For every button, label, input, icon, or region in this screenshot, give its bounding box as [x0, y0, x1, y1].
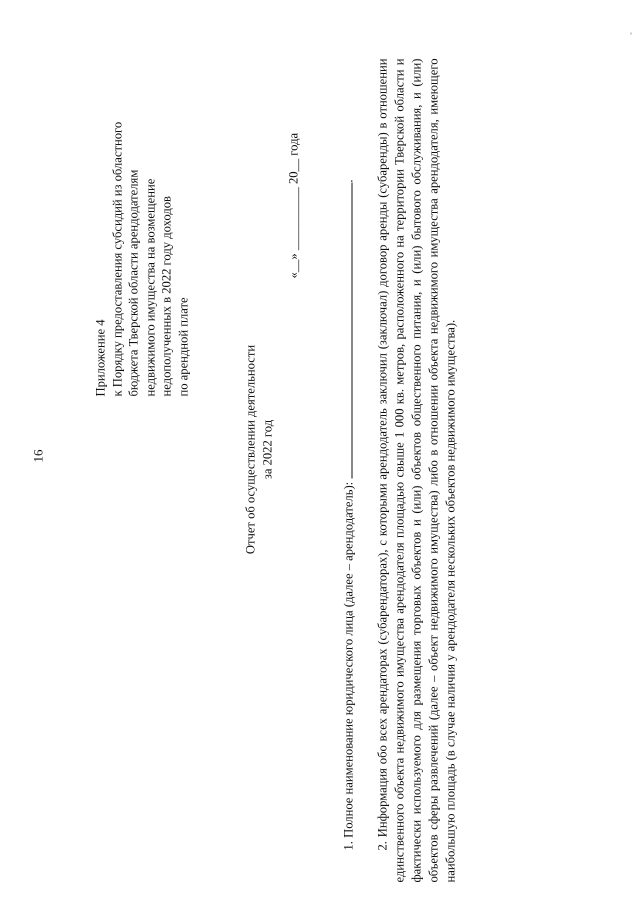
date-line: «__» __________ 20__ года — [286, 132, 301, 279]
report-title — [243, 295, 276, 605]
report-title-line: за 2022 год — [260, 419, 274, 480]
item-2-paragraph: 2. Информация обо всех арендаторах (субарендаторах), с которыми арендодатель заключил (заключал) договор аренды (субаренды) в отношении единственного объекта недвижимого имущества арендодателя площадью свыше 1 000 кв. метров, расположенного на территории Тверской области и фактически используемого для размещения торговых объектов и (или) объектов общественного питания, и (или) бытового обслуживания, и (или) объектов сферы развлечений (далее – объект недвижимого имущества) либо в отношении объекта недвижимого имущества арендодателя, имеющего наибольшую площадь (в случае наличия у арендодателя нескольких объектов недвижимого имущества). — [375, 58, 458, 883]
rotated-sheet — [1, 0, 640, 905]
appendix-line: недвижимого имущества на возмещение — [143, 178, 157, 397]
appendix-line: по арендной плате — [176, 297, 190, 397]
report-title-line: Отчет об осуществлении деятельности — [243, 344, 258, 555]
item-1 — [340, 180, 357, 851]
scan-mark — [631, 33, 632, 35]
item-1-end: . — [341, 179, 356, 183]
appendix-line: бюджета Тверской области арендодателям — [126, 169, 141, 397]
item-1-text: 1. Полное наименование юридического лица (далее – арендодатель): — [341, 481, 356, 851]
appendix-header — [93, 37, 192, 397]
appendix-line: Приложение 4 — [93, 319, 108, 397]
appendix-line: к Порядку предоставления субсидий из областного — [110, 121, 124, 397]
fill-in-line — [340, 183, 353, 479]
page-number: 16 — [30, 449, 46, 463]
appendix-line: недополученных в 2022 году доходов — [159, 196, 174, 397]
